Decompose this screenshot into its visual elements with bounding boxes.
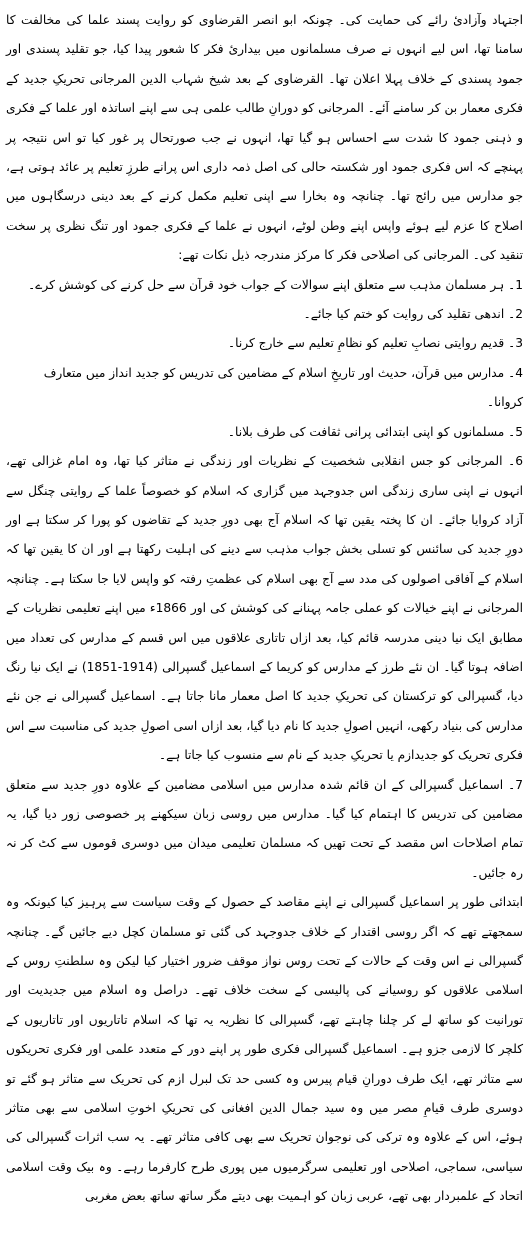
reform-point-2: 2۔ اندھی تقلید کی روایت کو ختم کیا جائے۔: [303, 307, 523, 322]
gasprinski-paragraph: ابتدائی طور پر اسماعیل گسپرالی نے اپنے مقاصد کے حصول کے وقت سیاست سے پرہیز کیا کیونکہ وہ سمجھتے تھے کہ اگر روسی اقتدار کے خلاف جدوجہد کی گئی تو مسلمان کچل دیے جائیں گے۔ چنانچہ گسپرالی نے اس وقت کے حالات کے تحت روس نواز موقف ضرور اختیار کیا لیکن وہ سلطنتِ روس کے اسلامی علاقوں کو روسیانے کی پالیسی کے سخت خلاف تھے۔ دراصل وہ اسلام میں جدیدیت اور تورانیت کو ساتھ لے کر چلنا چاہتے تھے، گسپرالی کا نظریہ یہ تھا کہ اسلام تاتاریوں اور تاتاریوں کے کلچر کا لازمی جزو ہے۔ اسماعیل گسپرالی فکری طور پر اپنے دور کے متعدد علمی اور فکری تحریکوں سے متاثر تھے، ایک طرف دورانِ قیام پیرس وہ کسی حد تک لبرل ازم کی تحریک سے متاثر ہو گئے تو دوسری طرف قیامِ مصر میں وہ سید جمال الدین افغانی کی تحریکِ اخوتِ اسلامی سے بھی متاثر ہوئے، اس کے علاوہ وہ ترکی کی نوجوان تحریک سے بھی کافی متاثر تھے۔ یہ سب اثرات گسپرالی کی سیاسی، سماجی، اصلاحی اور تعلیمی سرگرمیوں میں پوری طرح کارفرما رہے۔ وہ بیک وقت اسلامی اتحاد کے علمبردار بھی تھے، عربی زبان کو اہمیت بھی دیتے مگر ساتھ ساتھ بعض مغربی: [6, 895, 523, 1204]
intro-paragraph: اجتہاد وآزادیٔ رائے کی حمایت کی۔ چونکہ ابو انصر القرضاوی کو روایت پسند علما کی مخالفت کا سامنا تھا، اس لیے انہوں نے صرف مسلمانوں میں بیداریٔ فکر کا شعور پیدا کیا، جو تقلید پسندی اور جمود پسندی کے خلاف پہلا اعلان تھا۔ القرضاوی کے بعد شیخ شہاب الدین المرجانی تحریکِ جدید کے فکری معمار بن کر سامنے آئے۔ المرجانی کو دورانِ طالب علمی ہی سے اپنے اساتذہ اور علما کے فکری و ذہنی جمود کا شدت سے احساس ہو گیا تھا، انہوں نے جب صورتحال پر غور کیا تو اس نتیجہ پر پہنچے کہ اس فکری جمود اور شکستہ حالی کی اصل ذمہ داری اس پرانے طرزِ تعلیم پر عائد ہوتی ہے، جو مدارس میں رائج تھا۔ چنانچہ وہ بخارا سے اپنی تعلیم مکمل کرنے کے بعد دینی درسگاہوں میں اصلاح کا عزم لیے ہوئے واپس اپنے وطن لوٹے، انہوں نے علما کے فکری جمود اور تنگ نظری پر سخت تنقید کی۔ المرجانی کی اصلاحی فکر کا مرکز مندرجہ ذیل نکات تھے:: [6, 13, 523, 263]
reform-point-3: 3۔ قدیم روایتی نصابِ تعلیم کو نظامِ تعلیم سے خارج کرنا۔: [228, 336, 523, 351]
reform-point-7-paragraph: 7۔ اسماعیل گسپرالی کے ان قائم شدہ مدارس میں اسلامی مضامین کے علاوہ دورِ جدید سے متعلق مضامین کی تدریس کا اہتمام کیا گیا۔ مدارس میں روسی زبان سیکھنے پر خصوصی زور دیا گیا، یہ تمام اصلاحات اس مقصد کے تحت تھیں کہ مسلمان تعلیمی میدان میں دوسری قوموں سے کٹ کر نہ رہ جائیں۔: [6, 777, 523, 880]
reform-point-6-paragraph: 6۔ المرجانی کو جس انقلابی شخصیت کے نظریات اور زندگی نے متاثر کیا تھا، وہ امام غزالی تھے، انہوں نے اپنی ساری زندگی اس جدوجہد میں گزاری کہ اسلام کو خصوصاً علما کے روایتی چنگل سے آزاد کروایا جائے۔ ان کا پختہ یقین تھا کہ اسلام آج بھی دورِ جدید کے تقاضوں کو پورا کر سکتا ہے اور دورِ جدید کی سائنس کو تسلی بخش جواب مذہب سے دینے کی اہلیت رکھتا ہے اور ان کا یقین تھا کہ اسلام کے آفاقی اصولوں کی مدد سے آج بھی اسلام کی عظمتِ رفتہ کو واپس لایا جا سکتا ہے۔ چنانچہ المرجانی نے اپنے خیالات کو عملی جامہ پہنانے کی کوشش کی اور 1866ء میں اپنے تعلیمی نظریات کے مطابق ایک نیا دینی مدرسہ قائم کیا، بعد ازاں تاتاری علاقوں میں اس قسم کے مدارس کی تعداد میں اضافہ ہوتا گیا۔ ان نئے طرز کے مدارس کو کریما کے اسماعیل گسپرالی (1914-1851) نے ایک نیا رنگ دیا، گسپرالی کو ترکستان کی تحریکِ جدید کا اصل معمار مانا جاتا ہے۔ اسماعیل گسپرالی نے جن نئے مدارس کی بنیاد رکھی، انہیں اصولِ جدید کا نام دیا گیا، بعد ازاں اسی اصولِ جدید کی مناسبت سے اس فکری تحریک کو جدیدازم یا تحریکِ جدید کے نام سے منسوب کیا جاتا ہے۔: [6, 454, 524, 763]
reform-point-4: 4۔ مدارس میں قرآن، حدیث اور تاریخِ اسلام کے مضامین کی تدریس کو جدید انداز میں متعارف کروانا۔: [43, 365, 523, 410]
reform-point-5: 5۔ مسلمانوں کو اپنی ابتدائی پرانی ثقافت کی طرف بلانا۔: [227, 424, 523, 439]
reform-point-1: 1۔ ہر مسلمان مذہب سے متعلق اپنے سوالات کے جواب خود قرآن سے حل کرنے کی کوشش کرے۔: [28, 277, 523, 292]
